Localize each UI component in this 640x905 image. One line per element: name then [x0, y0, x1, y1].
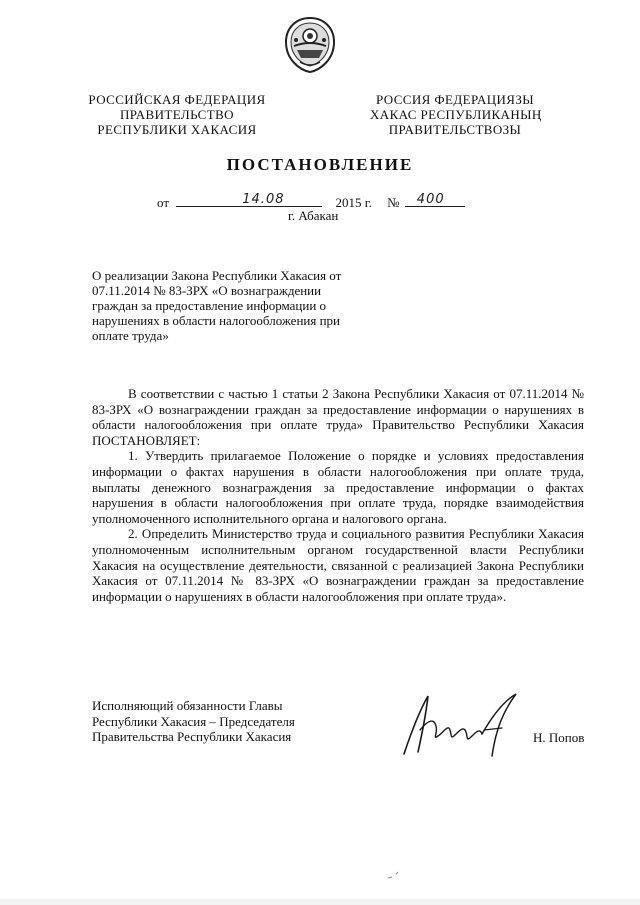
page-bottom-edge — [0, 899, 640, 905]
signatory-line: Правительства Республики Хакасия — [92, 729, 292, 745]
preamble-paragraph: В соответствии с частью 1 статьи 2 Закона Республики Хакасия от 07.11.2014 № 83-ЗРХ «О вознаграждении граждан за предоставление информации о нарушениях в области налогообложения при оплате труда» Правительство Республики Хакасия ПОСТАНОВЛЯЕТ: — [92, 386, 584, 448]
handwritten-signature — [398, 690, 524, 760]
subject-line: оплате труда» — [92, 328, 169, 343]
document-subject — [92, 268, 384, 343]
header-left-line: РЕСПУБЛИКИ ХАКАСИЯ — [97, 122, 257, 137]
handwritten-number: 400 — [416, 192, 445, 207]
signatory-name: Н. Попов — [533, 730, 585, 745]
document-body — [92, 386, 584, 604]
city: г. Абакан — [288, 208, 339, 223]
document-type-title: ПОСТАНОВЛЕНИЕ — [226, 155, 414, 174]
scan-speck — [384, 868, 408, 882]
subject-line: 07.11.2014 № 83-ЗРХ «О вознаграждении — [92, 283, 322, 298]
header-right-line: ПРАВИТЕЛЬСТВОЗЫ — [388, 122, 522, 137]
coat-of-arms-emblem — [284, 16, 336, 74]
subject-line: граждан за предоставление информации о — [92, 298, 327, 313]
subject-line: нарушениях в области налогообложения при — [92, 313, 341, 328]
header-khakas — [370, 92, 540, 137]
year: 2015 г. — [335, 195, 372, 210]
header-left-line: ПРАВИТЕЛЬСТВО — [120, 107, 234, 122]
number-blank — [405, 192, 465, 207]
header-right-line: ХАКАС РЕСПУБЛИКАНЫҢ — [370, 107, 542, 122]
header-russian — [88, 92, 266, 137]
signatory-line: Исполняющий обязанности Главы — [92, 698, 283, 713]
number-prefix: № — [387, 195, 400, 210]
handwritten-date: 14.08 — [242, 192, 285, 207]
date-prefix: от — [157, 195, 170, 210]
item-2-paragraph: 2. Определить Министерство труда и социального развития Республики Хакасия уполномоченным исполнительным органом государственной власти Республики Хакасия на осуществление деятельности, связанной с реализацией Закона Республики Хакасия от 07.11.2014 № 83-ЗРХ «О вознаграждении граждан за предоставление информации о нарушениях в области налогообложения при оплате труда». — [92, 526, 584, 604]
signatory-line: Республики Хакасия – Председателя — [92, 713, 295, 729]
subject-line: О реализации Закона Республики Хакасия от — [92, 268, 342, 283]
header-right-line: РОССИЯ ФЕДЕРАЦИЯЗЫ — [375, 92, 535, 107]
signatory-position — [92, 698, 295, 745]
header-left-line: РОССИЙСКАЯ ФЕДЕРАЦИЯ — [88, 92, 266, 107]
date-blank — [176, 192, 322, 207]
item-1-paragraph: 1. Утвердить прилагаемое Положение о порядке и условиях предоставления информации о фактах нарушения в области налогообложения при оплате труда, выплаты денежного вознаграждения за предоставление информации о фактах нарушения в области налогообложения при оплате труда, порядке взаимодействия уполномоченного исполнительного органа и налогового органа. — [92, 448, 584, 526]
